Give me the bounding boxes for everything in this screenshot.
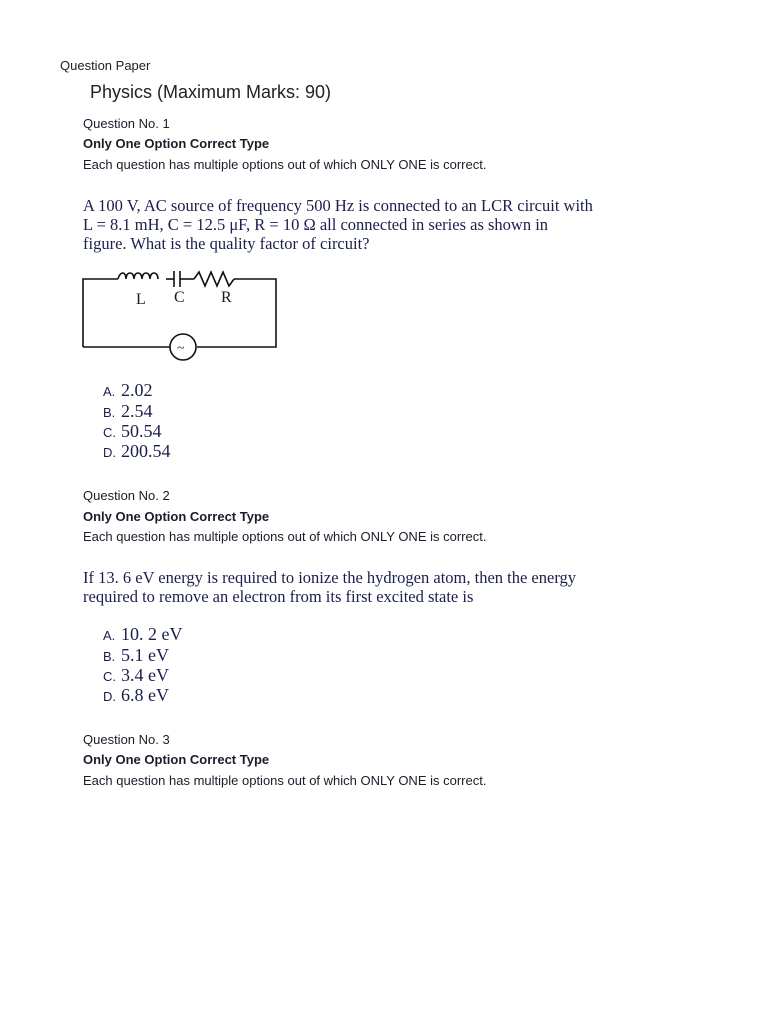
paper-label: Question Paper — [60, 58, 151, 73]
question-number: Question No. 1 — [83, 116, 170, 131]
option-value: 6.8 eV — [121, 685, 169, 705]
question-instruction: Each question has multiple options out of which ONLY ONE is correct. — [83, 773, 487, 788]
option-letter: A. — [103, 628, 116, 643]
question-number: Question No. 3 — [83, 732, 170, 747]
option-c[interactable] — [103, 665, 169, 686]
resistor-icon — [194, 272, 234, 286]
ac-source-label: ~ — [177, 341, 185, 356]
option-value: 3.4 eV — [121, 665, 169, 685]
option-a[interactable] — [103, 624, 183, 645]
lcr-circuit-diagram — [78, 262, 284, 362]
question-number: Question No. 2 — [83, 488, 170, 503]
option-d[interactable] — [103, 685, 169, 706]
option-letter: D. — [103, 445, 116, 460]
option-value: 5.1 eV — [121, 645, 169, 665]
question-text-line: If 13. 6 eV energy is required to ionize the hydrogen atom, then the energy — [83, 568, 577, 587]
option-b[interactable] — [103, 401, 153, 422]
question-instruction: Each question has multiple options out of which ONLY ONE is correct. — [83, 529, 487, 544]
option-c[interactable] — [103, 421, 162, 442]
option-letter: B. — [103, 649, 116, 664]
question-text-line: L = 8.1 mH, C = 12.5 μF, R = 10 Ω all connected in series as shown in — [83, 215, 549, 234]
circuit-wire — [83, 279, 118, 347]
circuit-wire — [197, 279, 276, 347]
option-letter: C. — [103, 425, 116, 440]
question-text-line: A 100 V, AC source of frequency 500 Hz is connected to an LCR circuit with — [83, 196, 593, 215]
option-value: 10. 2 eV — [121, 624, 183, 644]
option-value: 2.54 — [121, 401, 153, 421]
option-letter: C. — [103, 669, 116, 684]
question-instruction: Each question has multiple options out of which ONLY ONE is correct. — [83, 157, 487, 172]
option-d[interactable] — [103, 441, 171, 462]
question-text-line: figure. What is the quality factor of circuit? — [83, 234, 370, 253]
inductor-icon — [118, 273, 158, 279]
option-value: 50.54 — [121, 421, 162, 441]
resistor-label: R — [221, 289, 232, 306]
option-letter: A. — [103, 384, 116, 399]
option-a[interactable] — [103, 380, 153, 401]
option-value: 200.54 — [121, 441, 171, 461]
paper-title: Physics (Maximum Marks: 90) — [90, 82, 332, 102]
inductor-label: L — [136, 291, 146, 308]
question-type: Only One Option Correct Type — [83, 136, 270, 151]
capacitor-icon — [174, 271, 180, 287]
option-letter: D. — [103, 689, 116, 704]
option-b[interactable] — [103, 645, 169, 666]
question-text-line: required to remove an electron from its first excited state is — [83, 587, 474, 606]
option-value: 2.02 — [121, 380, 153, 400]
question-type: Only One Option Correct Type — [83, 752, 270, 767]
option-letter: B. — [103, 405, 116, 420]
capacitor-label: C — [174, 289, 185, 306]
question-type: Only One Option Correct Type — [83, 509, 270, 524]
